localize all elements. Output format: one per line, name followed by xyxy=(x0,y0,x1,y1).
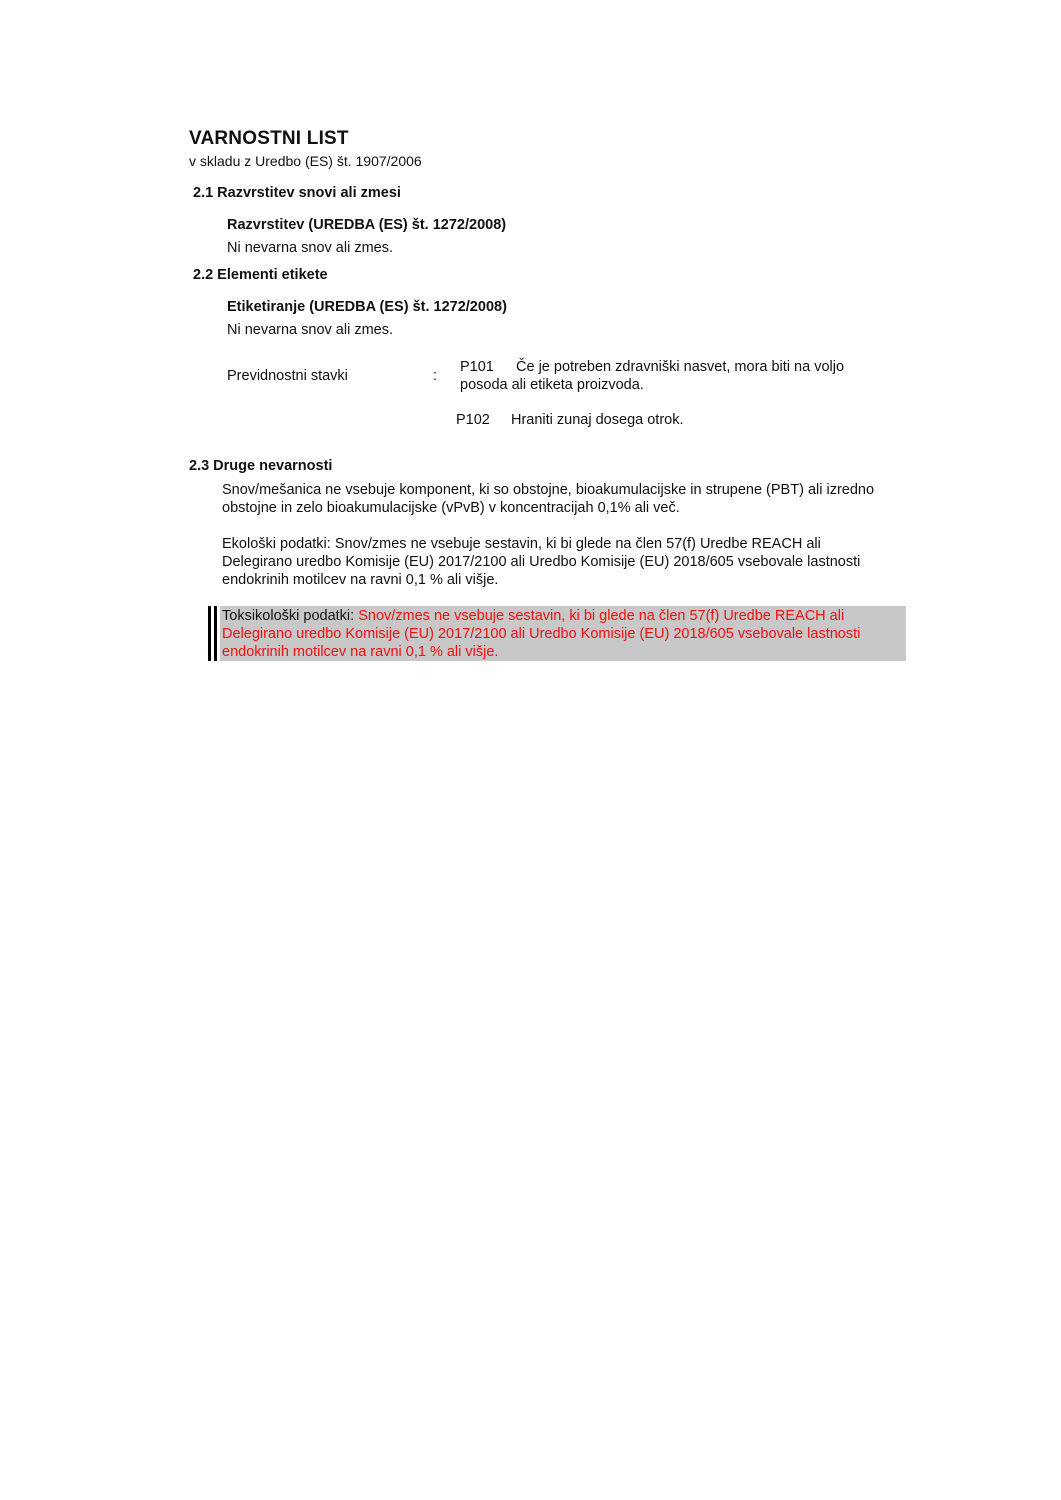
toxicological-label: Toksikološki podatki: xyxy=(222,608,355,624)
statement-text-p101-line1: Če je potreben zdravniški nasvet, mora biti na voljo xyxy=(516,359,845,375)
classification-subheading: Razvrstitev (UREDBA (ES) št. 1272/2008) xyxy=(227,217,507,233)
toxicological-text: Snov/zmes ne vsebuje sestavin, ki bi glede na člen 57(f) Uredbe REACH ali Delegirano uredbo Komisije (EU) 2017/2100 ali Uredbo Komisije (EU) 2018/605 vsebovale lastnosti endokrinih motilcev na ravni 0,1 % ali višje. xyxy=(222,608,861,660)
classification-text: Ni nevarna snov ali zmes. xyxy=(227,240,394,256)
labelling-subheading: Etiketiranje (UREDBA (ES) št. 1272/2008) xyxy=(227,299,507,315)
document-title: VARNOSTNI LIST xyxy=(189,128,349,149)
statement-code-p101: P101 xyxy=(460,359,494,375)
ecological-paragraph: Ekološki podatki: Snov/zmes ne vsebuje sestavin, ki bi glede na člen 57(f) Uredbe REACH ali Delegirano uredbo Komisije (EU) 2017/2100 ali Uredbo Komisije (EU) 2018/605 vsebovale lastnosti endokrinih motilcev na ravni 0,1 % ali višje. xyxy=(222,536,861,588)
labelling-text: Ni nevarna snov ali zmes. xyxy=(227,322,394,338)
label-colon: : xyxy=(433,368,438,384)
document-subtitle: v skladu z Uredbo (ES) št. 1907/2006 xyxy=(189,153,422,169)
toxicological-paragraph xyxy=(222,607,906,661)
pbt-paragraph: Snov/mešanica ne vsebuje komponent, ki so obstojne, bioakumulacijske in strupene (PBT) ali izredno obstojne in zelo bioakumulacijske (vPvB) v koncentracijah 0,1% ali več. xyxy=(222,482,875,516)
change-bar-outer xyxy=(208,606,211,661)
statement-text-p102: Hraniti zunaj dosega otrok. xyxy=(511,412,684,428)
statement-code-p102: P102 xyxy=(456,412,490,428)
change-bar-inner xyxy=(214,606,217,661)
section-heading-2-1: 2.1 Razvrstitev snovi ali zmesi xyxy=(193,185,401,201)
section-heading-2-2: 2.2 Elementi etikete xyxy=(193,267,328,283)
statement-text-p101-line2: posoda ali etiketa proizvoda. xyxy=(460,377,644,393)
section-heading-2-3: 2.3 Druge nevarnosti xyxy=(189,458,333,474)
precautionary-statements-label: Previdnostni stavki xyxy=(227,368,348,384)
